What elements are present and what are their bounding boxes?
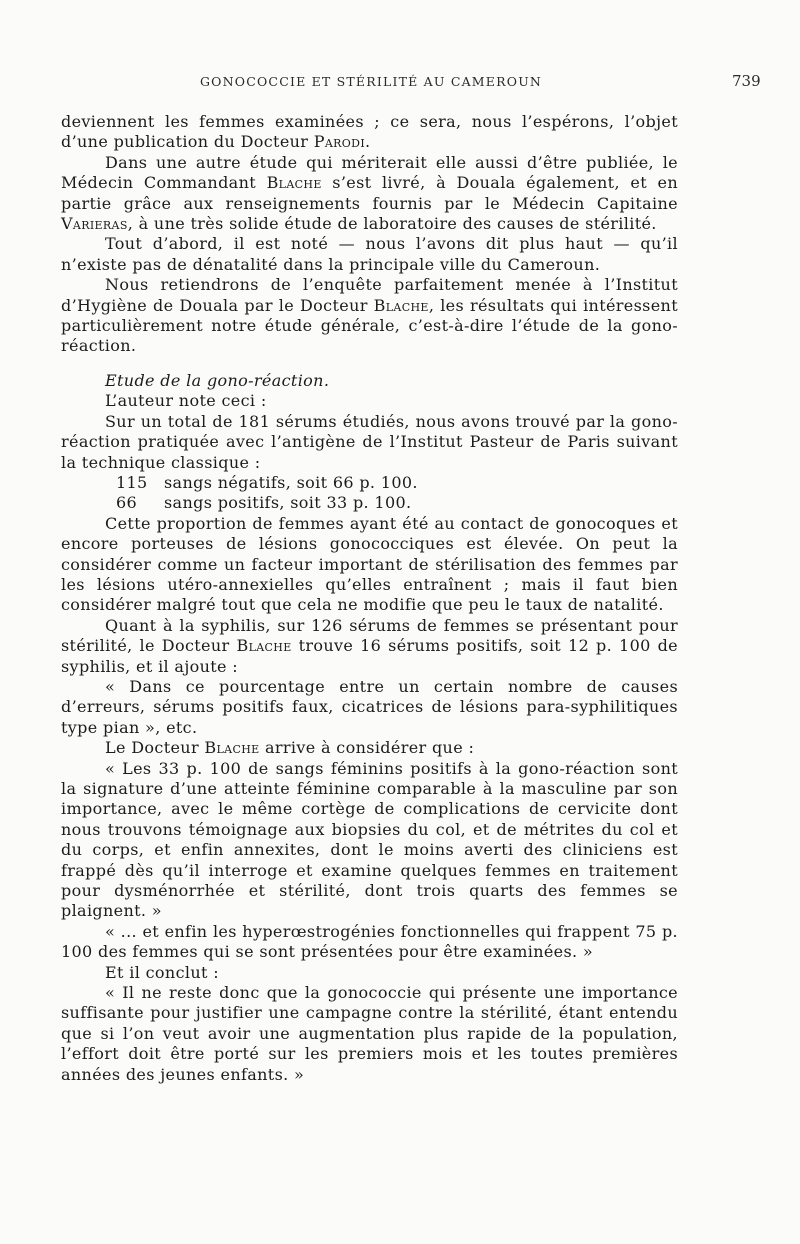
author-name: Blache [266,173,322,193]
paragraph-blache-study: Dans une autre étude qui mériterait elle aussi d’être publiée, le Médecin Commandant Blache s’est livré, à Douala également, et en partie grâce aux renseignements fournis par le Médecin Capitaine Varieras, à une très solide étude de laboratoire des causes de stérilité. [61,152,679,234]
paragraph-auteur-note: L’auteur note ceci : [105,391,267,411]
author-name: Parodi [313,132,366,152]
section-title: Etude de la gono-réaction. [105,370,330,390]
paragraph-serums-total: Sur un total de 181 sérums étudiés, nous avons trouvé par la gono-réaction pratiquée avec l’antigène de l’Institut Pasteur de Paris suivant la technique classique : [61,411,678,472]
paragraph-enquete: Nous retiendrons de l’enquête parfaitement menée à l’Institut d’Hygiène de Douala par le Docteur Blache, les résultats qui intéressent particulièrement notre étude générale, c’est-à-dire l’étude de la gono-réaction. [61,275,678,356]
paragraph-considerer: Le Docteur Blache arrive à considérer que : [105,738,475,758]
running-header: GONOCOCCIE ET STÉRILITÉ AU CAMEROUN [200,74,543,89]
stat-line-negative: 115 sangs négatifs, soit 66 p. 100. [116,472,418,492]
paragraph-conclut: Et il conclut : [105,962,219,982]
page-number: 739 [732,72,761,90]
quote-sangs-feminins: « Les 33 p. 100 de sangs féminins positifs à la gono-réaction sont la signature d’une atteinte féminine comparable à la masculine par son importance, avec le même cortège de complications de cervicite dont nous trouvons témoignage aux biopsies du col, et de métrites du col et du corps, et enfin annexites, dont le moins averti des cliniciens est frappé dès qu’il interroge et examine quelques femmes en traitement pour dysménorrhée et stérilité, dont trois quarts des femmes se plaignent. » [61,758,678,921]
quote-hyperoestrogenies: « ... et enfin les hyperœstrogénies fonctionnelles qui frappent 75 p. 100 des femmes qui se sont présentées pour être examinées. » [61,921,678,962]
paragraph-proportion: Cette proportion de femmes ayant été au contact de gonocoques et encore porteuses de lésions gonococciques est élevée. On peut la considérer comme un facteur important de stérilisation des femmes par les lésions utéro-annexielles qu’elles entraînent ; mais il faut bien considérer malgré tout que cela ne modifie que peu le taux de natalité. [61,513,678,615]
paragraph-syphilis: Quant à la syphilis, sur 126 sérums de femmes se présentant pour stérilité, le Docteur Blache trouve 16 sérums positifs, soit 12 p. 100 de syphilis, et il ajoute : [61,615,678,676]
author-name: Varieras [61,214,128,234]
quote-conclusion: « Il ne reste donc que la gonococcie qui présente une importance suffisante pour justifier une campagne contre la stérilité, étant entendu que si l’on veut avoir une augmentation plus rapide de la population, l’effort doit être porté sur les premiers mois et les toutes premières années des jeunes enfants. » [61,983,678,1084]
paragraph-continuation: deviennent les femmes examinées ; ce sera, nous l’espérons, l’objet d’une publication du Docteur Parodi. [61,112,678,152]
author-name: Blache [236,636,292,656]
quote-pourcentage: « Dans ce pourcentage entre un certain nombre de causes d’erreurs, sérums positifs faux, cicatrices de lésions para-syphilitiques type pian », etc. [61,676,678,737]
paragraph-denatalite: Tout d’abord, il est noté — nous l’avons dit plus haut — qu’il n’existe pas de dénatalité dans la principale ville du Cameroun. [61,234,678,274]
stat-line-positive: 66 sangs positifs, soit 33 p. 100. [116,493,412,513]
page-body [61,112,678,1085]
author-name: Blache [204,738,260,758]
author-name: Blache [373,295,429,315]
